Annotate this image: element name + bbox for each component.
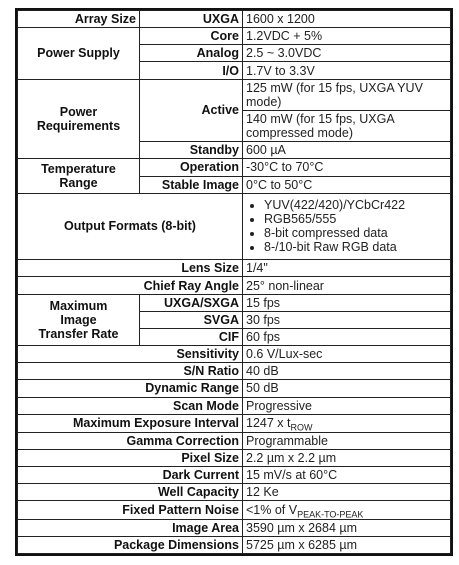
output-format-item: • YUV(422/420)/YCbCr422 bbox=[264, 198, 447, 212]
row-power-active-1 bbox=[18, 79, 451, 110]
pixel-size-label: Pixel Size bbox=[18, 449, 243, 466]
row-pixel-size bbox=[18, 449, 451, 466]
transfer-line2: Image bbox=[60, 312, 97, 327]
output-format-item: • 8-bit compressed data bbox=[264, 226, 447, 240]
active-value-1: 125 mW (for 15 fps, UXGA YUV mode) bbox=[243, 79, 451, 110]
array-size-label: Array Size bbox=[18, 11, 140, 28]
scan-mode-value: Progressive bbox=[243, 397, 451, 414]
chief-ray-value: 25° non-linear bbox=[243, 277, 451, 294]
cif-label: CIF bbox=[140, 328, 243, 345]
io-label: I/O bbox=[140, 62, 243, 79]
transfer-line1: Maximum bbox=[49, 298, 108, 313]
package-dim-value: 5725 µm x 6285 µm bbox=[243, 536, 451, 553]
power-supply-label: Power Supply bbox=[18, 28, 140, 79]
spec-table bbox=[17, 10, 451, 554]
operation-value: -30°C to 70°C bbox=[243, 159, 451, 176]
row-package-dim bbox=[18, 536, 451, 553]
transfer-rate-label bbox=[18, 294, 140, 345]
analog-label: Analog bbox=[140, 45, 243, 62]
core-value: 1.2VDC + 5% bbox=[243, 28, 451, 45]
dark-current-label: Dark Current bbox=[18, 467, 243, 484]
row-temp-operation bbox=[18, 159, 451, 176]
row-well-capacity bbox=[18, 484, 451, 501]
max-exposure-subscript: ROW bbox=[290, 422, 313, 433]
power-req-line1: Power bbox=[59, 104, 98, 119]
well-capacity-label: Well Capacity bbox=[18, 484, 243, 501]
max-exposure-value bbox=[243, 414, 451, 432]
io-value: 1.7V to 3.3V bbox=[243, 62, 451, 79]
temp-line1: Temperature bbox=[41, 162, 116, 176]
output-format-item: • 8-/10-bit Raw RGB data bbox=[264, 240, 447, 254]
standby-label: Standby bbox=[140, 142, 243, 159]
core-label: Core bbox=[140, 28, 243, 45]
row-scan-mode bbox=[18, 397, 451, 414]
row-sn-ratio bbox=[18, 363, 451, 380]
row-array-size bbox=[18, 11, 451, 28]
max-exposure-label: Maximum Exposure Interval bbox=[18, 414, 243, 432]
row-dark-current bbox=[18, 467, 451, 484]
analog-value: 2.5 ~ 3.0VDC bbox=[243, 45, 451, 62]
row-max-exposure bbox=[18, 414, 451, 432]
row-transfer-uxga bbox=[18, 294, 451, 311]
package-dim-label: Package Dimensions bbox=[18, 536, 243, 553]
well-capacity-value: 12 Ke bbox=[243, 484, 451, 501]
lens-size-value: 1/4" bbox=[243, 260, 451, 277]
temp-label bbox=[18, 159, 140, 193]
chief-ray-label: Chief Ray Angle bbox=[18, 277, 243, 294]
standby-value: 600 µA bbox=[243, 142, 451, 159]
row-dynamic-range bbox=[18, 380, 451, 397]
row-output-formats bbox=[18, 193, 451, 260]
row-gamma bbox=[18, 432, 451, 449]
fpn-subscript: PEAK-TO-PEAK bbox=[297, 509, 364, 520]
dark-current-value: 15 mV/s at 60°C bbox=[243, 467, 451, 484]
gamma-value: Programmable bbox=[243, 432, 451, 449]
row-image-area bbox=[18, 519, 451, 536]
output-format-item: • RGB565/555 bbox=[264, 212, 447, 226]
max-exposure-text: 1247 x t bbox=[246, 416, 291, 431]
temp-line2: Range bbox=[59, 176, 98, 190]
power-req-line2: Requirements bbox=[36, 118, 121, 133]
uxga-label: UXGA/SXGA bbox=[140, 294, 243, 311]
fpn-text: <1% of V bbox=[246, 503, 298, 518]
svga-label: SVGA bbox=[140, 311, 243, 328]
stable-label: Stable Image bbox=[140, 176, 243, 193]
sn-ratio-value: 40 dB bbox=[243, 363, 451, 380]
lens-size-label: Lens Size bbox=[18, 260, 243, 277]
transfer-line3: Transfer Rate bbox=[38, 326, 119, 341]
sensitivity-value: 0.6 V/Lux-sec bbox=[243, 346, 451, 363]
pixel-size-value: 2.2 µm x 2.2 µm bbox=[243, 449, 451, 466]
stable-value: 0°C to 50°C bbox=[243, 176, 451, 193]
output-formats-list bbox=[243, 193, 451, 260]
sn-ratio-label: S/N Ratio bbox=[18, 363, 243, 380]
image-area-label: Image Area bbox=[18, 519, 243, 536]
row-fpn bbox=[18, 501, 451, 519]
dynamic-range-label: Dynamic Range bbox=[18, 380, 243, 397]
image-area-value: 3590 µm x 2684 µm bbox=[243, 519, 451, 536]
spec-table-frame bbox=[15, 8, 453, 556]
array-size-value: 1600 x 1200 bbox=[243, 11, 451, 28]
row-lens-size bbox=[18, 260, 451, 277]
output-formats-label: Output Formats (8-bit) bbox=[18, 193, 243, 260]
svga-value: 30 fps bbox=[243, 311, 451, 328]
dynamic-range-value: 50 dB bbox=[243, 380, 451, 397]
cif-value: 60 fps bbox=[243, 328, 451, 345]
array-size-sub: UXGA bbox=[140, 11, 243, 28]
row-power-core bbox=[18, 28, 451, 45]
fpn-label: Fixed Pattern Noise bbox=[18, 501, 243, 519]
row-sensitivity bbox=[18, 346, 451, 363]
active-value-2: 140 mW (for 15 fps, UXGA compressed mode) bbox=[243, 110, 451, 141]
operation-label: Operation bbox=[140, 159, 243, 176]
fpn-value bbox=[243, 501, 451, 519]
row-chief-ray bbox=[18, 277, 451, 294]
active-label: Active bbox=[140, 79, 243, 142]
gamma-label: Gamma Correction bbox=[18, 432, 243, 449]
uxga-value: 15 fps bbox=[243, 294, 451, 311]
scan-mode-label: Scan Mode bbox=[18, 397, 243, 414]
power-req-label bbox=[18, 79, 140, 159]
sensitivity-label: Sensitivity bbox=[18, 346, 243, 363]
